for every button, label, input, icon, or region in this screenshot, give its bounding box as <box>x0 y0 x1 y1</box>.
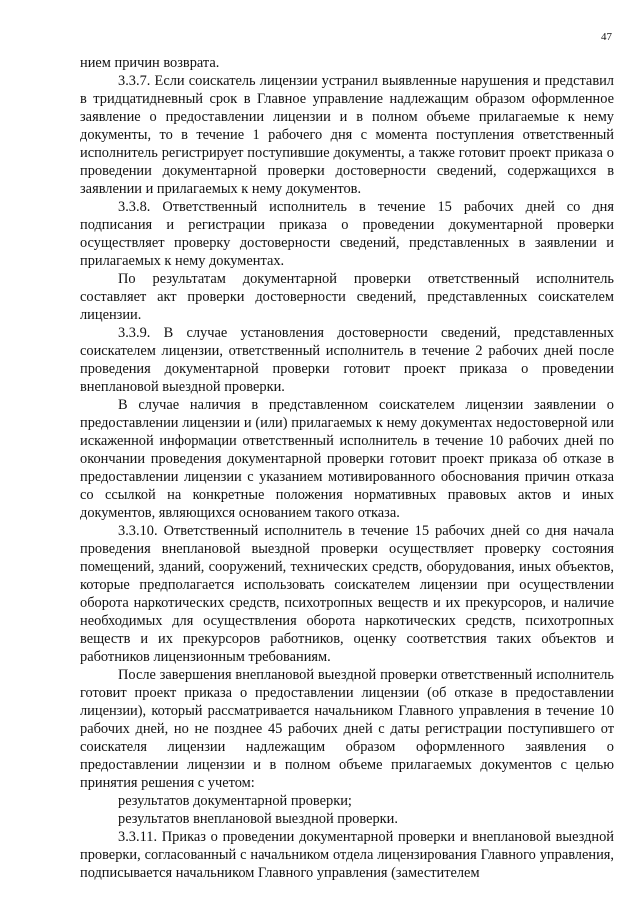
paragraph-3-3-8: 3.3.8. Ответственный исполнитель в течение 15 рабочих дней со дня подписания и регистрации приказа о проведении документарной проверки осуществляет проверку достоверности сведений, представленных в заявлении и прилагаемых к нему документах. <box>80 199 614 269</box>
paragraph-3-3-11: 3.3.11. Приказ о проведении документарной проверки и внеплановой выездной проверки, согласованный с начальником отдела лицензирования Главного управления, подписывается начальником Главного управления (заместителем <box>80 829 614 881</box>
page-number: 47 <box>601 31 612 43</box>
document-body <box>80 54 614 882</box>
paragraph-refusal-case: В случае наличия в представленном соискателем лицензии заявлении о предоставлении лицензии и (или) прилагаемых к нему документах недостоверной или искаженной информации ответственный исполнитель в течение 10 рабочих дней по окончании проведения документарной проверки готовит проект приказа об отказе в предоставлении лицензии с указанием мотивированного обоснования причин отказа со ссылкой на конкретные положения нормативных правовых актов и иных документов, являющихся основанием такого отказа. <box>80 397 614 521</box>
paragraph-3-3-10: 3.3.10. Ответственный исполнитель в течение 15 рабочих дней со дня начала проведения внеплановой выездной проверки осуществляет проверку состояния помещений, зданий, сооружений, технических средств, оборудования, иных объектов, которые предполагается использовать соискателем лицензии при осуществлении оборота наркотических средств, психотропных веществ и их прекурсоров, и наличие необходимых для осуществления оборота наркотических средств, психотропных веществ и их прекурсоров работников, оценку соответствия таких объектов и работников лицензионным требованиям. <box>80 523 614 665</box>
paragraph-3-3-9: 3.3.9. В случае установления достоверности сведений, представленных соискателем лицензии, ответственный исполнитель в течение 2 рабочих дней после проведения документарной проверки готовит проект приказа о проведении внеплановой выездной проверки. <box>80 325 614 395</box>
paragraph-continuation: нием причин возврата. <box>80 55 220 71</box>
list-item-documentary-results: результатов документарной проверки; <box>118 793 352 809</box>
paragraph-after-inspection: После завершения внеплановой выездной проверки ответственный исполнитель готовит проект приказа о предоставлении лицензии (об отказе в предоставлении лицензии), который рассматривается начальником Главного управления в течение 10 рабочих дней, но не позднее 45 рабочих дней с даты регистрации поступившего от соискателя лицензии надлежащим образом оформленного заявления о предоставлении лицензии и в полном объеме прилагаемых документов с целью принятия решения с учетом: <box>80 667 614 791</box>
paragraph-verification-act: По результатам документарной проверки ответственный исполнитель составляет акт проверки достоверности сведений, представленных соискателем лицензии. <box>80 271 614 323</box>
paragraph-3-3-7: 3.3.7. Если соискатель лицензии устранил выявленные нарушения и представил в тридцатидневный срок в Главное управление надлежащим образом оформленное заявление о предоставлении лицензии и в полном объеме прилагаемые к нему документы, то в течение 1 рабочего дня с момента поступления ответственный исполнитель регистрирует поступившие документы, а также готовит проект приказа о проведении документарной проверки достоверности сведений, содержащихся в заявлении и прилагаемых к нему документов. <box>80 73 614 197</box>
list-item-onsite-results: результатов внеплановой выездной проверки. <box>118 811 398 827</box>
